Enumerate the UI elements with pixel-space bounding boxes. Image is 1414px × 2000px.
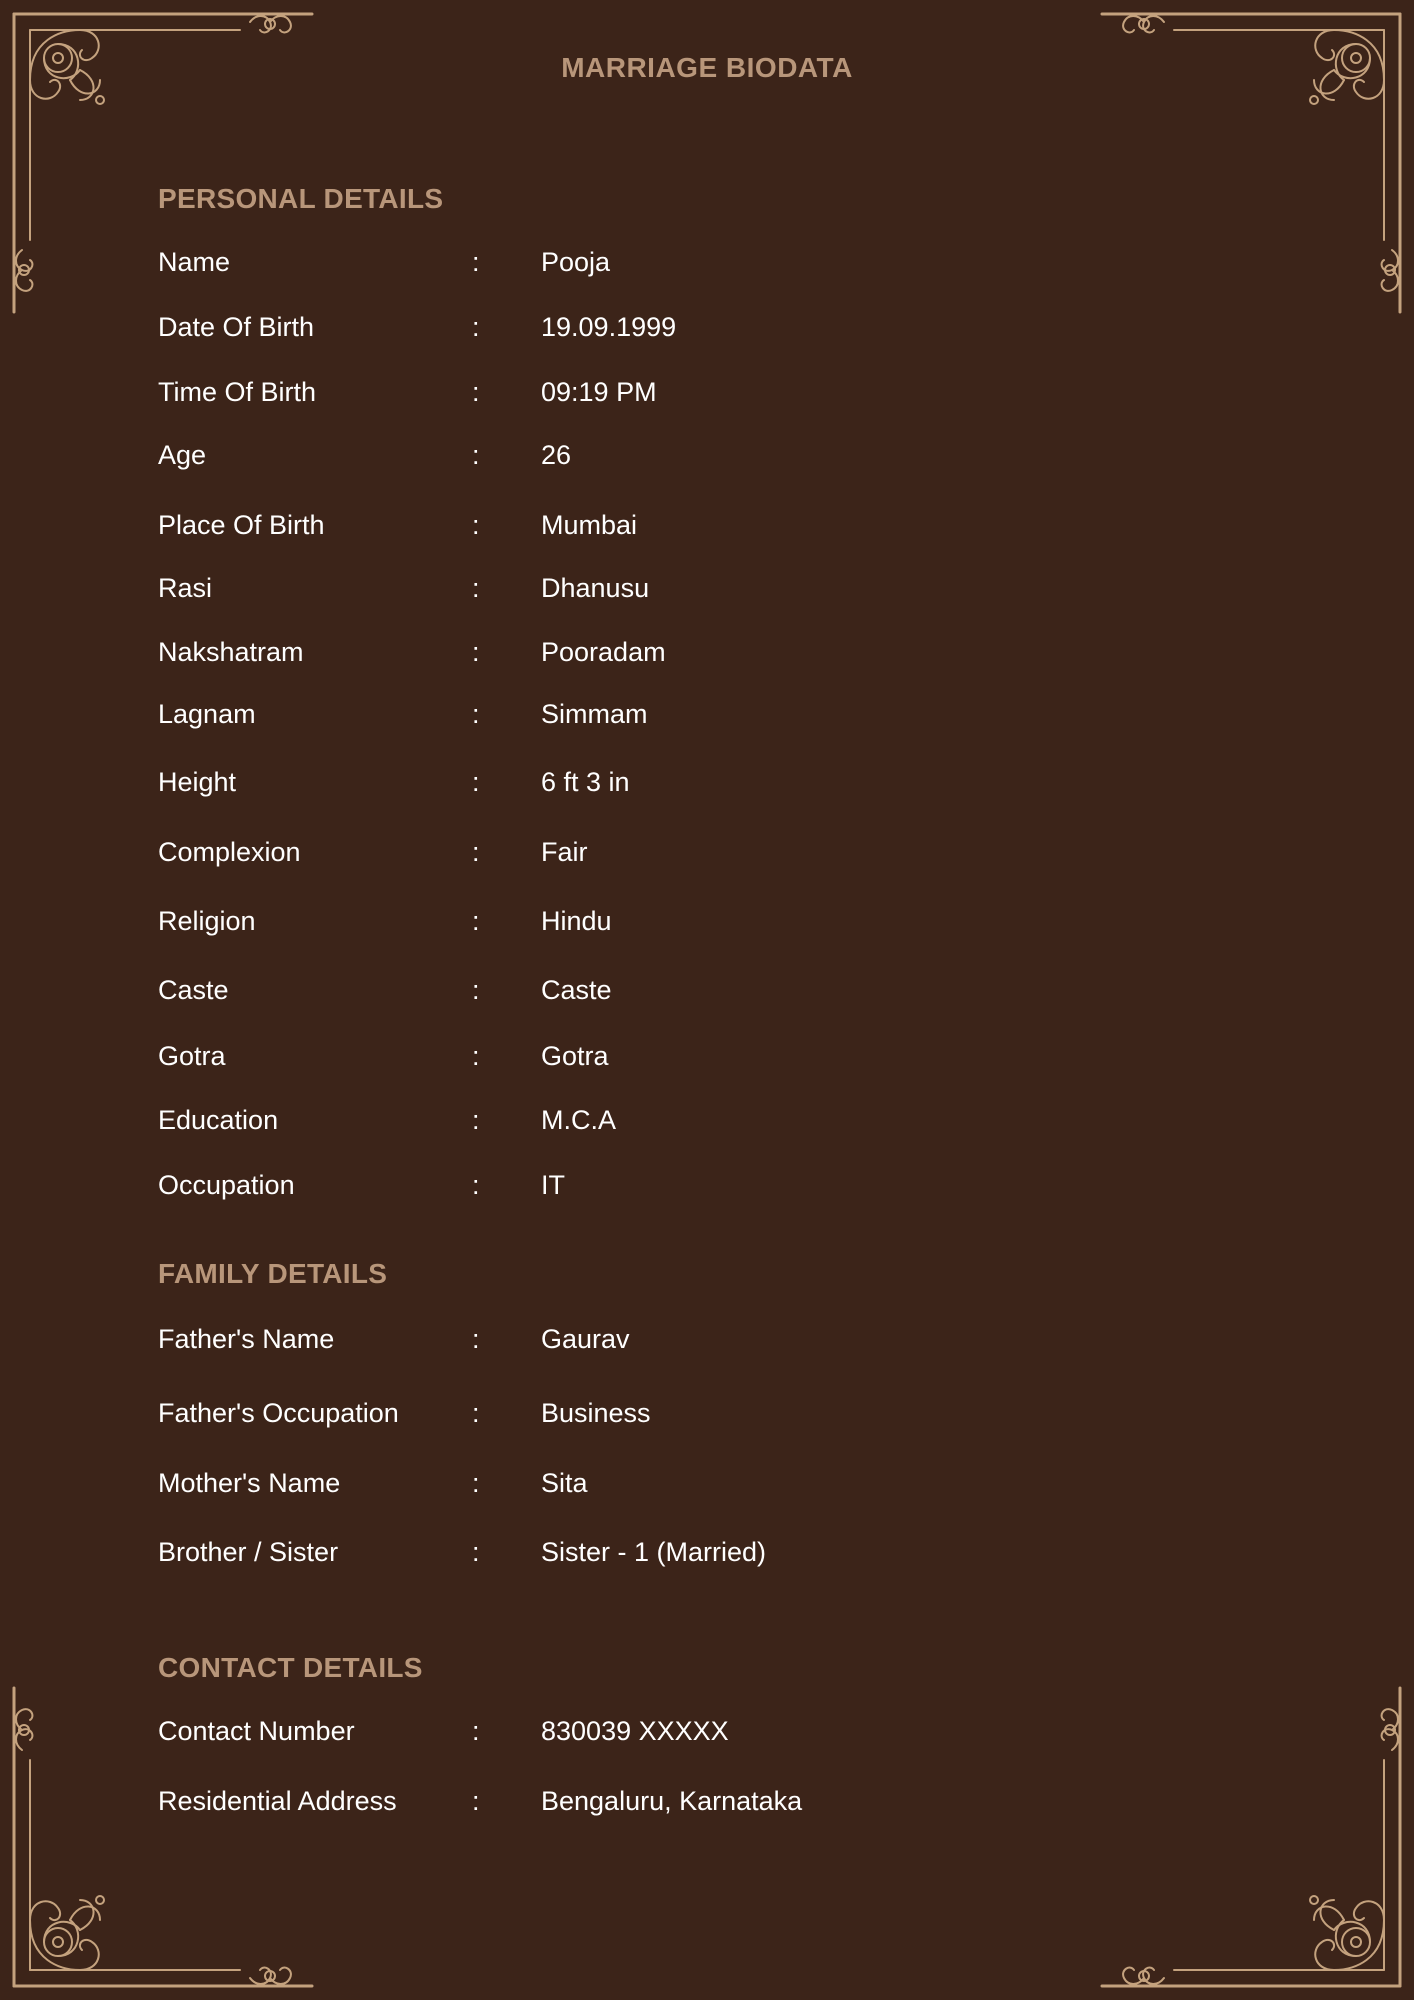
- row-label: Time Of Birth: [158, 377, 317, 407]
- row-value: M.C.A: [541, 1105, 617, 1135]
- personal-details-heading: PERSONAL DETAILS: [158, 183, 444, 214]
- row-colon: :: [472, 1324, 480, 1354]
- row-value: Mumbai: [541, 510, 638, 540]
- detail-row-contact-number: [0, 1716, 1414, 1756]
- detail-row-age: [0, 440, 1414, 480]
- row-colon: :: [472, 1041, 480, 1071]
- row-value: Pooradam: [541, 637, 666, 667]
- detail-row-religion: [0, 906, 1414, 946]
- row-value: Fair: [541, 837, 588, 867]
- row-label: Mother's Name: [158, 1468, 341, 1498]
- row-colon: :: [472, 1716, 480, 1746]
- detail-row-caste: [0, 975, 1414, 1015]
- row-label: Complexion: [158, 837, 301, 867]
- detail-row-height: [0, 767, 1414, 807]
- row-label: Brother / Sister: [158, 1537, 339, 1567]
- detail-row-residential-address: [0, 1786, 1414, 1826]
- detail-row-gotra: [0, 1041, 1414, 1081]
- row-label: Date Of Birth: [158, 312, 315, 342]
- row-value: Simmam: [541, 699, 648, 729]
- detail-row-fathers-occupation: [0, 1398, 1414, 1438]
- row-value: Bengaluru, Karnataka: [541, 1786, 803, 1816]
- detail-row-time-of-birth: [0, 377, 1414, 417]
- detail-row-occupation: [0, 1170, 1414, 1210]
- row-colon: :: [472, 573, 480, 603]
- row-colon: :: [472, 312, 480, 342]
- row-colon: :: [472, 1398, 480, 1428]
- row-label: Place Of Birth: [158, 510, 325, 540]
- row-value: 830039 XXXXX: [541, 1716, 729, 1746]
- row-colon: :: [472, 377, 480, 407]
- detail-row-fathers-name: [0, 1324, 1414, 1364]
- page-title: MARRIAGE BIODATA: [561, 52, 853, 83]
- row-value: Caste: [541, 975, 612, 1005]
- detail-row-date-of-birth: [0, 312, 1414, 352]
- row-value: Pooja: [541, 247, 611, 277]
- row-label: Age: [158, 440, 207, 470]
- row-colon: :: [472, 440, 480, 470]
- row-label: Occupation: [158, 1170, 295, 1200]
- row-colon: :: [472, 837, 480, 867]
- row-label: Name: [158, 247, 231, 277]
- row-label: Height: [158, 767, 237, 797]
- row-value: 6 ft 3 in: [541, 767, 630, 797]
- row-label: Contact Number: [158, 1716, 355, 1746]
- row-label: Religion: [158, 906, 256, 936]
- row-value: Sister - 1 (Married): [541, 1537, 767, 1567]
- row-value: Business: [541, 1398, 651, 1428]
- row-colon: :: [472, 767, 480, 797]
- detail-row-name: [0, 247, 1414, 287]
- row-label: Education: [158, 1105, 279, 1135]
- row-label: Father's Name: [158, 1324, 335, 1354]
- row-colon: :: [472, 699, 480, 729]
- row-colon: :: [472, 1537, 480, 1567]
- family-details-heading: FAMILY DETAILS: [158, 1258, 388, 1289]
- row-value: IT: [541, 1170, 565, 1200]
- row-label: Residential Address: [158, 1786, 397, 1816]
- row-colon: :: [472, 637, 480, 667]
- contact-details-heading: CONTACT DETAILS: [158, 1652, 423, 1683]
- row-value: Dhanusu: [541, 573, 650, 603]
- row-colon: :: [472, 1105, 480, 1135]
- row-value: Hindu: [541, 906, 612, 936]
- row-value: Sita: [541, 1468, 588, 1498]
- row-label: Caste: [158, 975, 229, 1005]
- row-colon: :: [472, 1468, 480, 1498]
- row-label: Gotra: [158, 1041, 226, 1071]
- row-colon: :: [472, 1170, 480, 1200]
- row-colon: :: [472, 1786, 480, 1816]
- row-value: 09:19 PM: [541, 377, 657, 407]
- row-label: Nakshatram: [158, 637, 304, 667]
- detail-row-mothers-name: [0, 1468, 1414, 1508]
- row-colon: :: [472, 975, 480, 1005]
- detail-row-place-of-birth: [0, 510, 1414, 550]
- row-colon: :: [472, 906, 480, 936]
- row-value: 26: [541, 440, 572, 470]
- row-label: Lagnam: [158, 699, 256, 729]
- detail-row-rasi: [0, 573, 1414, 613]
- row-value: 19.09.1999: [541, 312, 677, 342]
- row-value: Gaurav: [541, 1324, 630, 1354]
- row-value: Gotra: [541, 1041, 609, 1071]
- detail-row-education: [0, 1105, 1414, 1145]
- row-colon: :: [472, 510, 480, 540]
- row-label: Rasi: [158, 573, 213, 603]
- detail-row-lagnam: [0, 699, 1414, 739]
- detail-row-complexion: [0, 837, 1414, 877]
- detail-row-brother-sister: [0, 1537, 1414, 1577]
- detail-row-nakshatram: [0, 637, 1414, 677]
- row-colon: :: [472, 247, 480, 277]
- row-label: Father's Occupation: [158, 1398, 399, 1428]
